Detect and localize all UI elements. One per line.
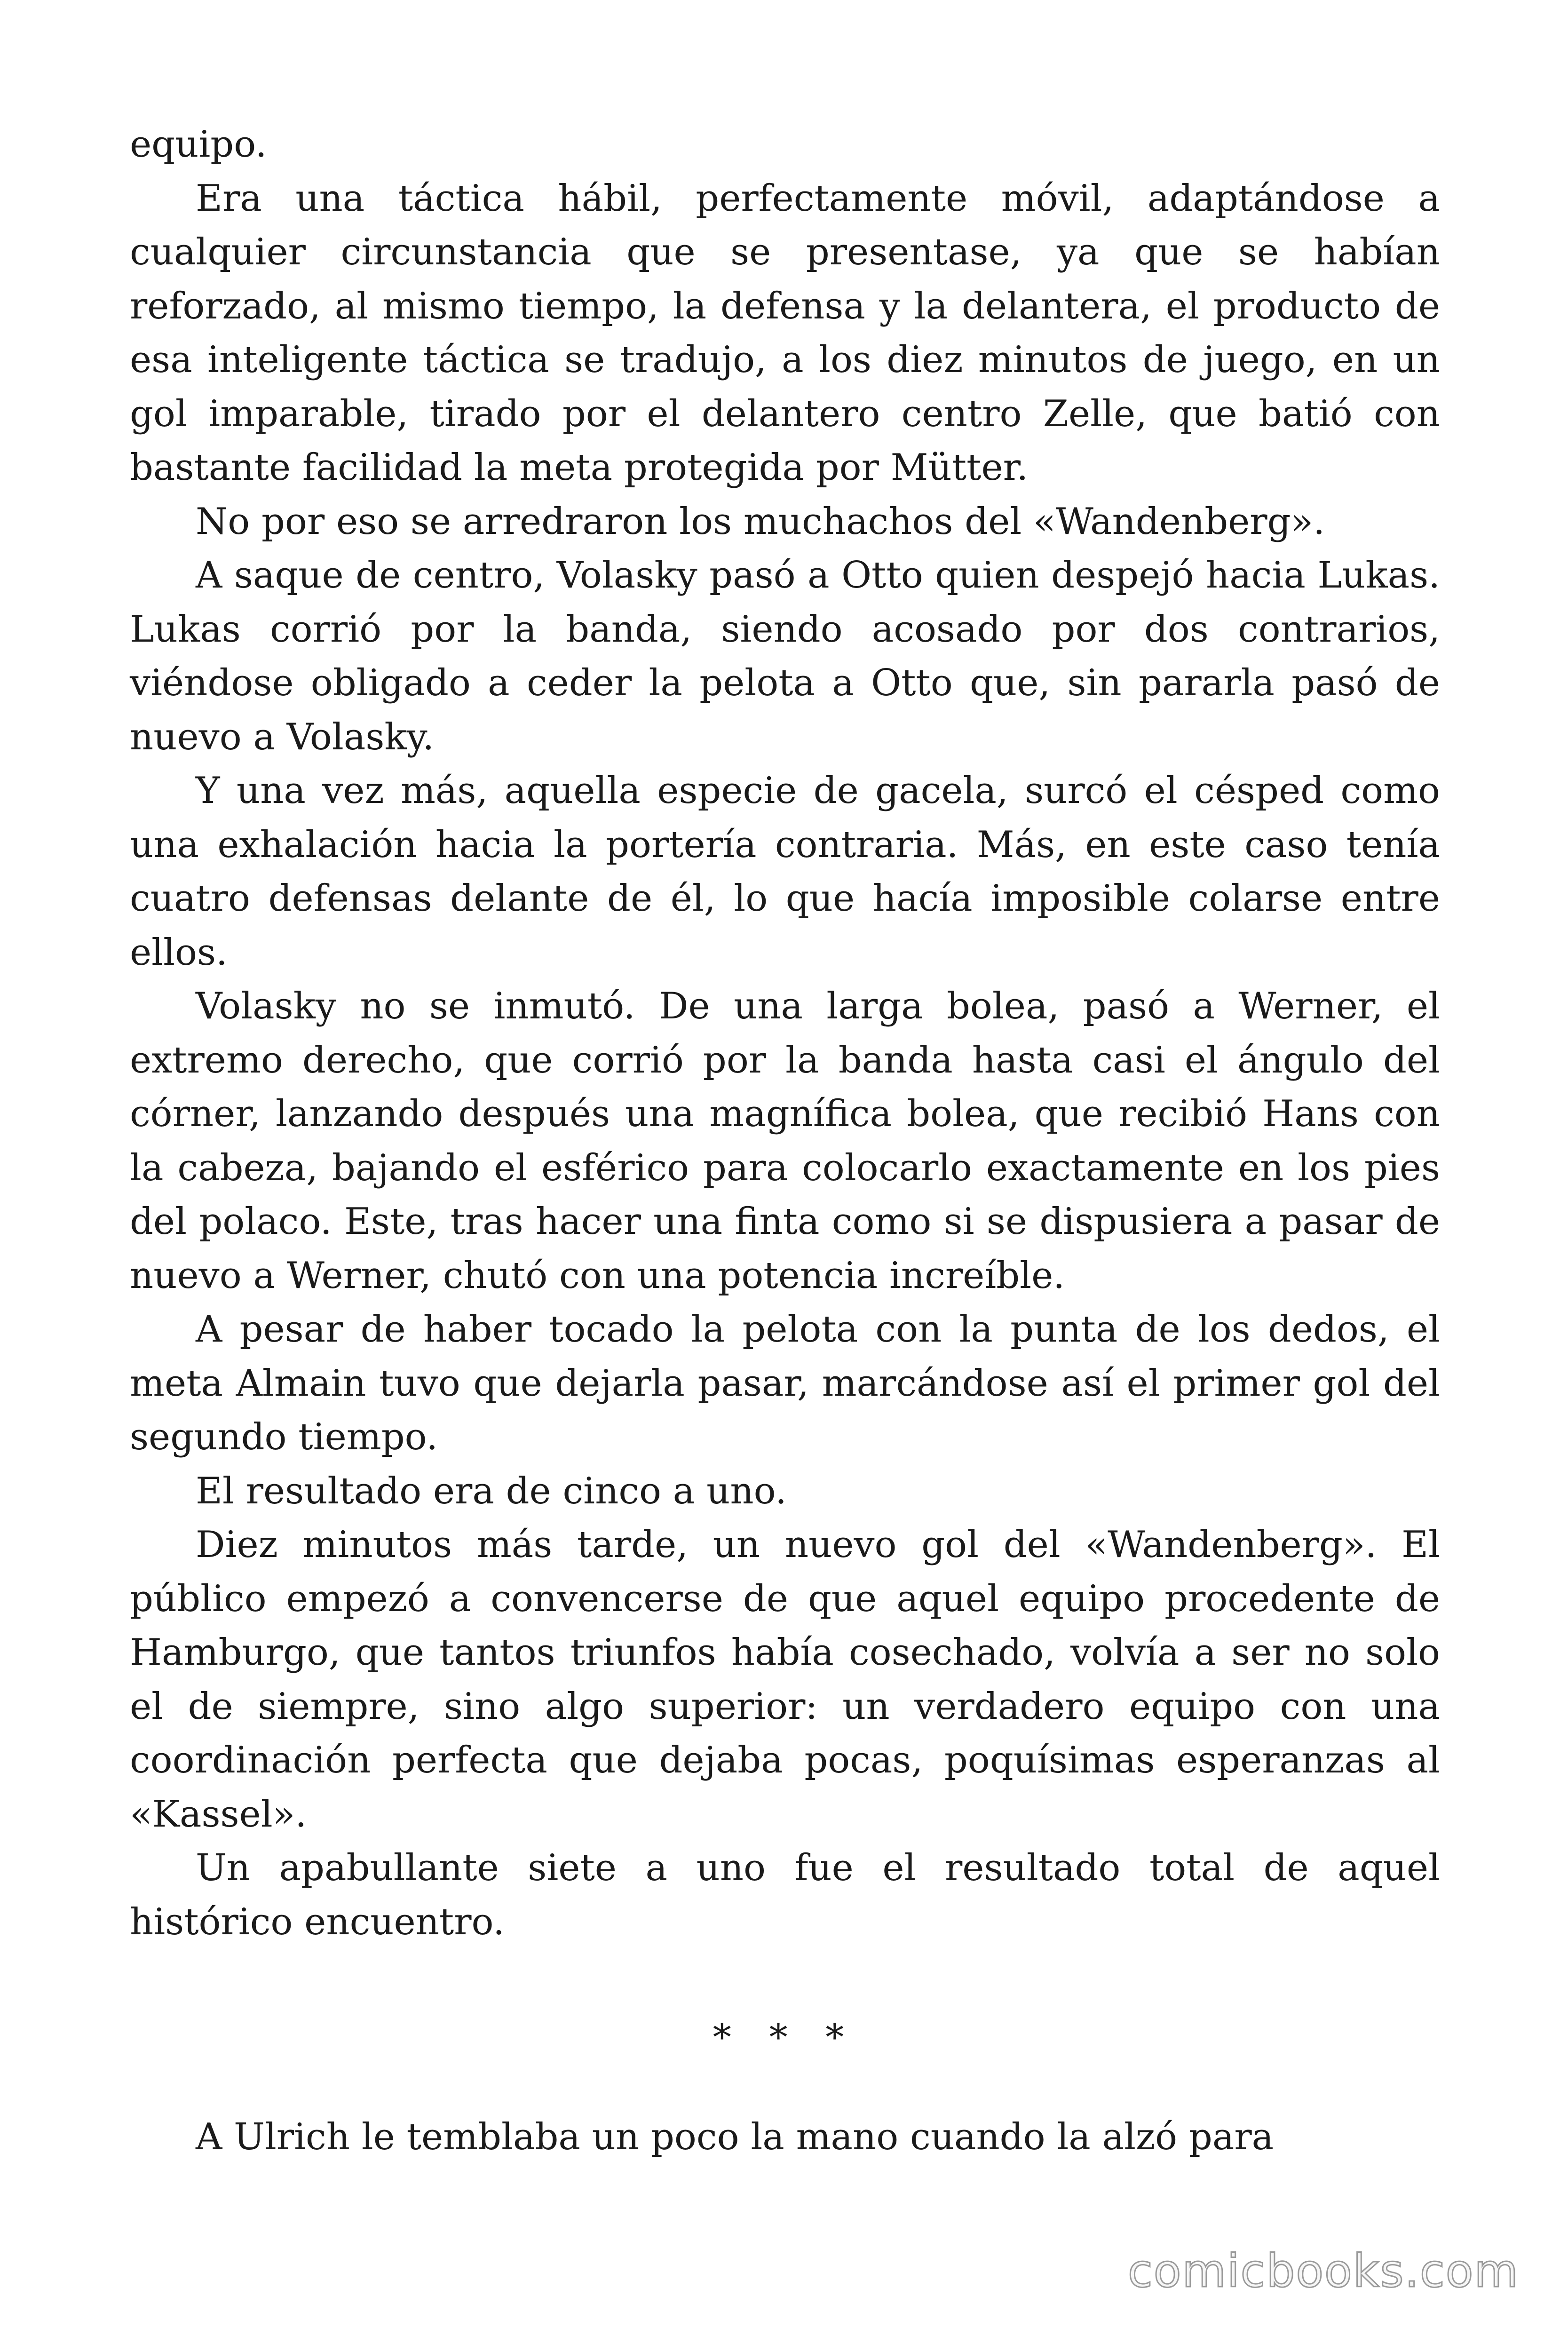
paragraph-2: Era una táctica hábil, perfectamente móvil, adaptándose a cualquier circunstancia que se presentase, ya que se habían reforzado, al mismo tiempo, la defensa y la delantera, el producto de esa inteligente táctica se tradujo, a los diez minutos de juego, en un gol imparable, tirado por el delantero centro Zelle, que batió con bastante facilidad la meta protegida por Mütter. [130,177,1440,489]
paragraph-6: Volasky no se inmutó. De una larga bolea, pasó a Werner, el extremo derecho, que corrió por la banda hasta casi el ángulo del córner, lanzando después una magnífica bolea, que recibió Hans con la cabeza, bajando el esférico para colocarlo exactamente en los pies del polaco. Este, tras hacer una finta como si se dispusiera a pasar de nuevo a Werner, chutó con una potencia increíble. [130,985,1440,1297]
paragraph-9: Diez minutos más tarde, un nuevo gol del «Wandenberg». El público empezó a convencerse de que aquel equipo procedente de Hamburgo, que tantos triunfos había cosechado, volvía a ser no solo el de siempre, sino algo superior: un verdadero equipo con una coordinación perfecta que dejaba pocas, poquísimas esperanzas al «Kassel». [130,1524,1440,1836]
paragraph-4: A saque de centro, Volasky pasó a Otto quien despejó hacia Lukas. Lukas corrió por la banda, siendo acosado por dos contrarios, viéndose obligado a ceder la pelota a Otto que, sin pararla pasó de nuevo a Volasky. [130,554,1440,758]
page-body [130,118,1440,2164]
paragraph-8: El resultado era de cinco a uno. [196,1470,787,1512]
paragraph-1: equipo. [130,123,267,166]
watermark-logo: comicbooks.com [1127,2245,1519,2297]
paragraph-5: Y una vez más, aquella especie de gacela, surcó el césped como una exhalación hacia la portería contraria. Más, en este caso tenía cuatro defensas delante de él, lo que hacía imposible colarse entre ellos. [130,770,1440,974]
paragraph-11: A Ulrich le temblaba un poco la mano cuando la alzó para [196,2115,1274,2158]
section-separator: * * * [713,2017,857,2059]
paragraph-3: No por eso se arredraron los muchachos del «Wandenberg». [196,500,1325,543]
paragraph-10: Un apabullante siete a uno fue el resultado total de aquel histórico encuentro. [130,1847,1440,1943]
paragraph-7: A pesar de haber tocado la pelota con la punta de los dedos, el meta Almain tuvo que dejarla pasar, marcándose así el primer gol del segundo tiempo. [130,1308,1440,1458]
